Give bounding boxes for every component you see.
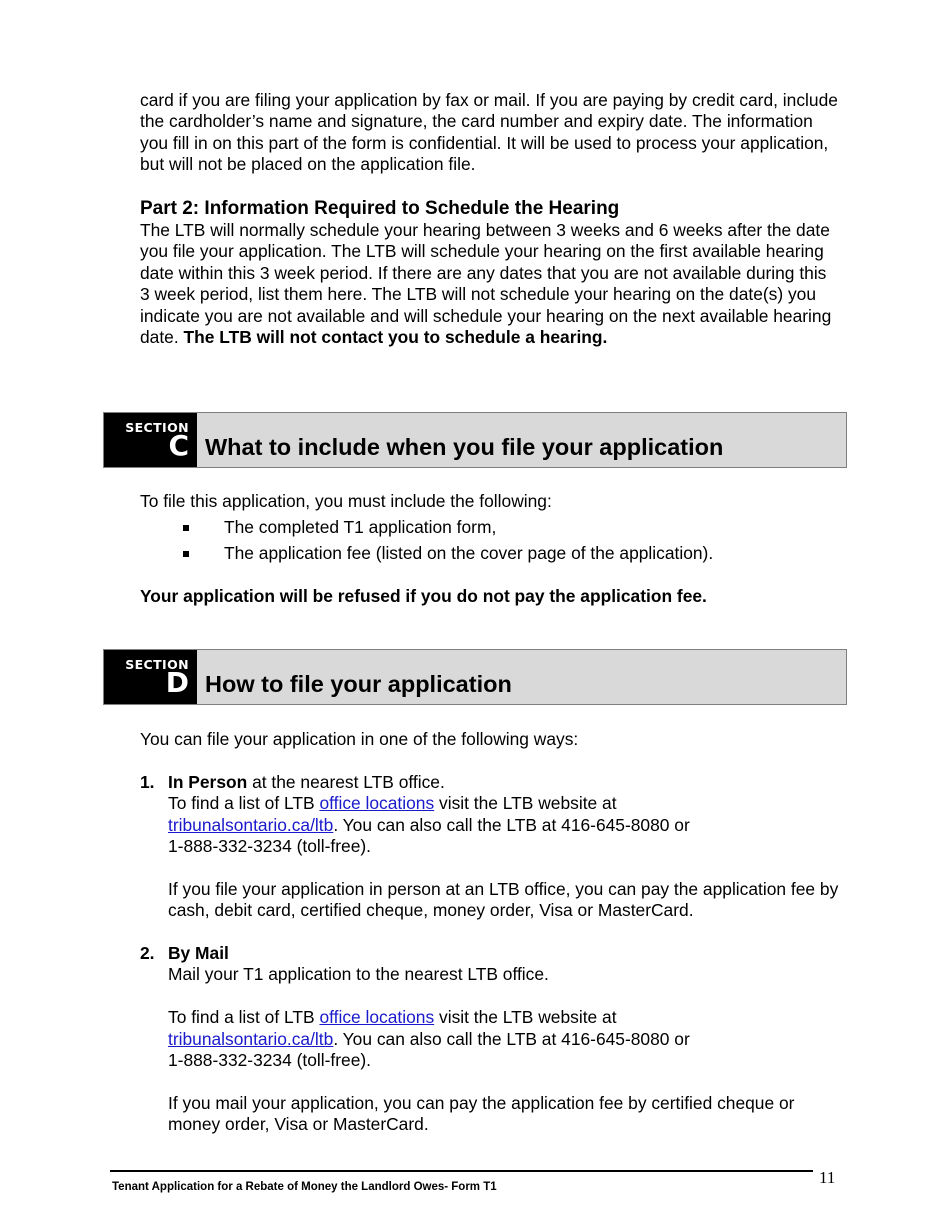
item-2-mail-text: Mail your T1 application to the nearest LTB office. — [168, 964, 549, 984]
page-number: 11 — [819, 1168, 836, 1187]
item-1-payment: If you file your application in person at an LTB office, you can pay the application fee by cash, debit card, certified cheque, money order, Visa or MasterCard. — [168, 879, 839, 921]
section-c-intro: To file this application, you must include the following: — [140, 491, 552, 511]
part2-text: The LTB will normally schedule your hearing between 3 weeks and 6 weeks after the date you file your application. The LTB will schedule your hearing on the first available hearing date within this 3 week period. If there are any dates that you are not available during this 3 week period, list them here. The LTB will not schedule your hearing on the date(s) you indicate you are not available and will schedule your hearing on the next available hearing date. — [140, 220, 832, 348]
square-bullet-icon — [183, 525, 189, 531]
item-1-site-text — [168, 815, 848, 836]
item-1-find-post: visit the LTB website at — [434, 793, 617, 813]
section-d-letter: D — [165, 666, 189, 699]
bullet-text: The application fee (listed on the cover page of the application). — [224, 543, 714, 563]
section-d-header — [103, 649, 847, 705]
item-2-site-text — [168, 1029, 848, 1050]
item-1-call-text: . You can also call the LTB at 416-645-8080 or — [333, 815, 690, 835]
item-2-tollfree: 1-888-332-3234 (toll-free). — [168, 1050, 371, 1070]
item-1-number: 1. — [140, 772, 155, 792]
section-c-tab — [104, 413, 197, 467]
item-2-number: 2. — [140, 943, 155, 963]
section-d-title: How to file your application — [205, 671, 512, 697]
part2-bold-text: The LTB will not contact you to schedule a hearing. — [183, 327, 608, 348]
office-locations-link[interactable]: office locations — [319, 1007, 435, 1027]
part2-paragraph — [140, 220, 840, 348]
section-c-letter: C — [168, 429, 189, 462]
item-2-payment: If you mail your application, you can pay the application fee by certified cheque or money order, Visa or MasterCard. — [168, 1093, 795, 1135]
section-c-word: SECTION — [125, 420, 189, 435]
intro-paragraph: card if you are filing your application by fax or mail. If you are paying by credit card, include the cardholder’s name and signature, the card number and expiry date. The information you fill in on this part of the form is confidential. It will be used to process your application, but will not be placed on the application file. — [140, 90, 838, 175]
section-c-header — [103, 412, 847, 468]
section-d-tab — [104, 650, 197, 704]
list-item — [140, 517, 840, 539]
list-item — [140, 543, 840, 565]
part2-heading: Part 2: Information Required to Schedule the Hearing — [140, 198, 620, 219]
item-2-call-text: . You can also call the LTB at 416-645-8080 or — [333, 1029, 690, 1049]
item-1-find-pre: To find a list of LTB — [168, 793, 320, 813]
section-d-intro: You can file your application in one of the following ways: — [140, 729, 579, 749]
item-2-find-pre: To find a list of LTB — [168, 1007, 320, 1027]
section-d-word: SECTION — [125, 657, 189, 672]
office-locations-link[interactable]: office locations — [319, 793, 435, 813]
footer-divider — [110, 1170, 813, 1172]
item-1-find-text — [168, 793, 848, 814]
ltb-website-link[interactable]: tribunalsontario.ca/ltb — [168, 815, 334, 835]
item-1-tollfree: 1-888-332-3234 (toll-free). — [168, 836, 371, 856]
item-2-find-text — [168, 1007, 848, 1028]
section-c-title: What to include when you file your application — [205, 434, 724, 460]
square-bullet-icon — [183, 551, 189, 557]
item-1-title: In Person — [168, 772, 248, 792]
item-2-find-post: visit the LTB website at — [434, 1007, 617, 1027]
item-1-title-rest: at the nearest LTB office. — [247, 772, 445, 792]
section-c-warning: Your application will be refused if you do not pay the application fee. — [140, 586, 707, 606]
item-1-heading — [168, 772, 848, 793]
item-2-title: By Mail — [168, 943, 229, 963]
bullet-text: The completed T1 application form, — [224, 517, 497, 537]
footer-title: Tenant Application for a Rebate of Money the Landlord Owes- Form T1 — [112, 1181, 497, 1193]
ltb-website-link[interactable]: tribunalsontario.ca/ltb — [168, 1029, 334, 1049]
